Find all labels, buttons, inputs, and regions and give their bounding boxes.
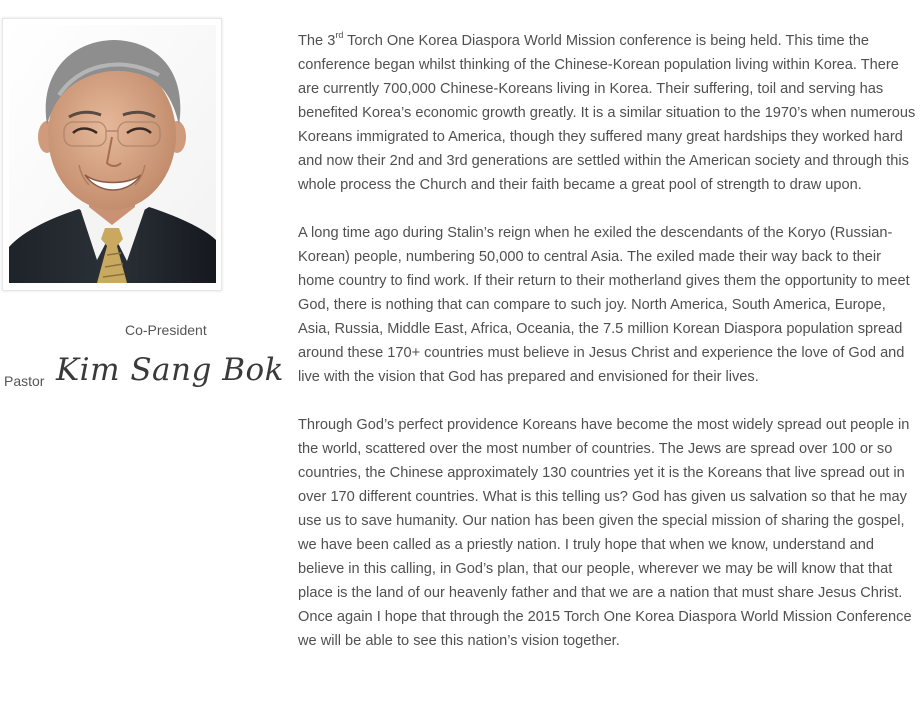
- paragraph-3: Through God’s perfect providence Koreans have become the most widely spread out people in the world, scattered over the most number of countries. The Jews are spread over 100 or so countries, the Chinese approximately 130 countries yet it is the Koreans that live spread out in over 170 different countries. What is this telling us? God has given us salvation so that he may use us to save humanity. Our nation has been given the special mission of sharing the gospel, we have been called as a priestly nation. I truly hope that when we know, understand and believe in this calling, in God’s plan, that our people, wherever we may be will know that that place is the land of our heavenly father and that we are a nation that must share Jesus Christ. Once again I hope that through the 2015 Torch One Korea Diaspora World Mission Conference we will be able to see this nation’s vision together.: [298, 417, 912, 649]
- signature-name: Kim Sang Bok: [56, 352, 284, 388]
- paragraph-1-rest: Torch One Korea Diaspora World Mission conference is being held. This time the conference began whilst thinking of the Chinese-Korean population living within Korea. There are currently 700,000 Chinese-Koreans living in Korea. Their suffering, toil and serving has benefited Korea’s economic growth greatly. It is a similar situation to the 1970’s when numerous Koreans immigrated to America, though they suffered many great hardships they worked hard and now their 2nd and 3rd generations are settled within the American society and through this whole process the Church and their faith became a great pool of strength to draw upon.: [298, 33, 916, 193]
- ordinal-superscript: rd: [335, 30, 344, 41]
- message-body: [298, 29, 919, 677]
- paragraph-1-start: The 3: [298, 33, 336, 49]
- paragraph-1: [298, 29, 919, 197]
- portrait-frame: [2, 18, 222, 291]
- pastor-prefix: Pastor: [4, 373, 45, 389]
- paragraph-2: A long time ago during Stalin’s reign when he exiled the descendants of the Koryo (Russian-Korean) people, numbering 50,000 to central Asia. The exiled made their way back to their home country to find work. If their return to their motherland gives them the opportunity to meet God, there is nothing that can compare to such joy. North America, South America, Europe, Asia, Russia, Middle East, Africa, Oceania, the 7.5 million Korean Diaspora population spread around these 170+ countries must believe in Jesus Christ and experience the love of God and live with the vision that God has prepared and envisioned for their lives.: [298, 225, 910, 385]
- title-co-president: Co-President: [125, 322, 207, 338]
- portrait-photo: [9, 25, 216, 283]
